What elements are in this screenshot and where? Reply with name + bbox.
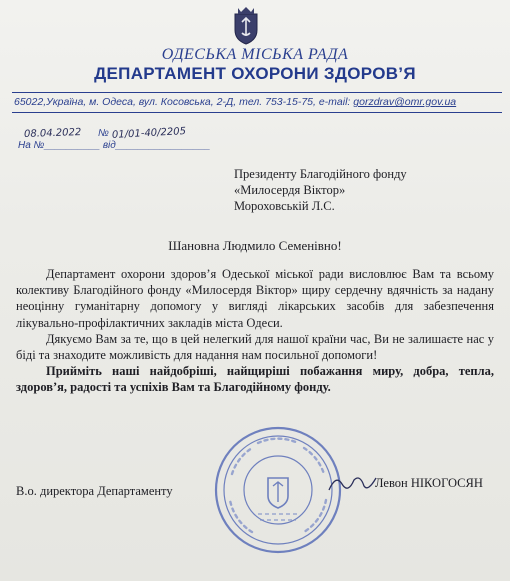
city-council-heading: ОДЕСЬКА МІСЬКА РАДА bbox=[161, 46, 349, 63]
reply-to-label: На № bbox=[18, 140, 45, 151]
addressee-block bbox=[234, 166, 494, 214]
email-link[interactable]: gorzdrav@omr.gov.ua bbox=[353, 96, 457, 108]
handwritten-date: 08.04.2022 bbox=[23, 127, 82, 140]
official-stamp-icon bbox=[212, 424, 344, 556]
reply-to-blank: __________ bbox=[44, 140, 101, 151]
from-label: від bbox=[102, 140, 116, 151]
signer-name: Левон НІКОГОСЯН bbox=[375, 476, 483, 490]
reply-to-line bbox=[18, 140, 210, 151]
odesa-coat-of-arms-icon bbox=[232, 6, 260, 46]
address-text: 65022,Україна, м. Одеса, вул. Косовська, 2-Д, тел. 753-15-75, e-mail: bbox=[14, 96, 354, 108]
body-paragraph-1: Департамент охорони здоров’я Одеської міської ради висловлює Вам та всьому колективу Благодійного фонду «Милосердя Віктор» щиру сердечну вдячність за надану неоцінну гуманітарну допомогу у вигляді лікарських засобів для забезпечення лікувально-профілактичних закладів міста Одеси. bbox=[16, 267, 494, 330]
letterhead-rule-top bbox=[12, 92, 502, 93]
addressee-line-1: Президенту Благодійного фонду bbox=[234, 167, 407, 181]
from-blank: _________________ bbox=[115, 140, 211, 151]
addressee-line-2: «Милосердя Віктор» bbox=[234, 183, 346, 197]
handwritten-signature-icon bbox=[326, 470, 380, 496]
registration-line bbox=[18, 128, 248, 150]
addressee-line-3: Мороховській Л.С. bbox=[234, 199, 335, 213]
body-paragraph-3: Прийміть наші найдобріші, найщиріші побажання миру, добра, тепла, здоров’я, радості та успіхів Вам та Благодійному фонду. bbox=[16, 364, 494, 395]
salutation: Шановна Людмило Семенівно! bbox=[168, 238, 342, 253]
department-heading: ДЕПАРТАМЕНТ ОХОРОНИ ЗДОРОВ’Я bbox=[94, 64, 416, 83]
letterhead-address bbox=[14, 96, 504, 108]
body-paragraph-2: Дякуємо Вам за те, що в цей нелегкий для нашої країни час, Ви не залишаєте нас у біді та знаходите можливість для надання нам посильної допомоги! bbox=[16, 331, 494, 363]
number-prefix: № bbox=[98, 128, 109, 139]
handwritten-number: 01/01-40/2205 bbox=[111, 126, 187, 141]
letterhead-rule-bottom bbox=[12, 112, 502, 113]
letter-body bbox=[16, 266, 494, 396]
signer-title: В.о. директора Департаменту bbox=[16, 484, 173, 498]
